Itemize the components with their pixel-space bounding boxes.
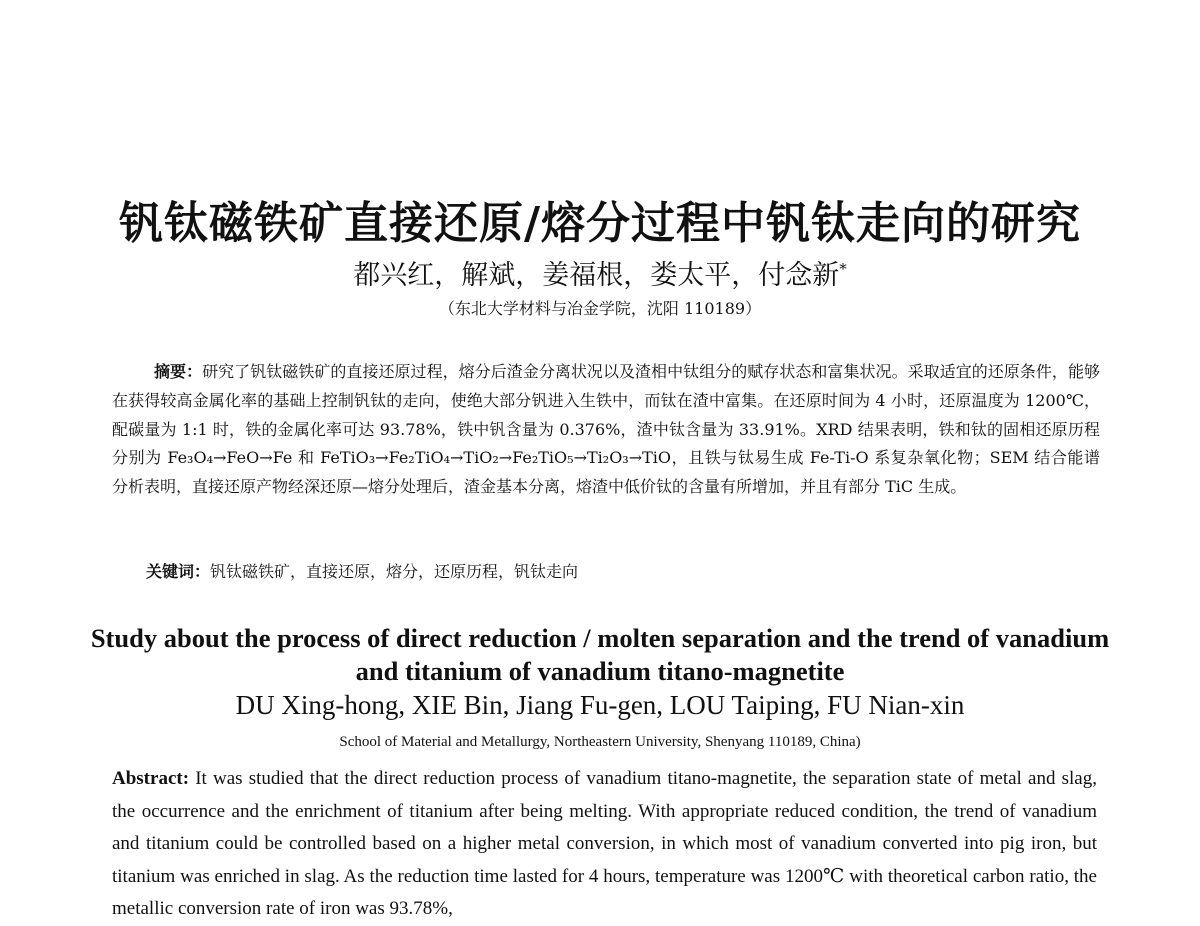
english-abstract-text: It was studied that the direct reduction process of vanadium titano-magnetite, the separation state of metal and slag, the occurrence and the enrichment of titanium after being melting. With appropriate reduced condition, the trend of vanadium and titanium could be controlled based on a higher metal conversion, in which most of vanadium converted into pig iron, but titanium was enriched in slag. As the reduction time lasted for 4 hours, temperature was 1200℃ with theoretical carbon ratio, the metallic conversion rate of iron was 93.78%, [112,768,1097,919]
english-abstract-label: Abstract: [112,768,190,789]
chinese-authors [0,253,1200,292]
chinese-title: 钒钛磁铁矿直接还原/熔分过程中钒钛走向的研究 [118,198,1082,250]
chinese-author-list: 都兴红，解斌，姜福根，娄太平，付念新 [353,260,840,291]
english-abstract [112,763,1097,926]
english-affiliation: School of Material and Metallurgy, Northeastern University, Shenyang 110189, China) [339,734,861,750]
english-title: Study about the process of direct reduction / molten separation and the trend of vanadium and titanium of vanadium titano-magnetite [90,623,1110,686]
chinese-abstract [112,358,1100,502]
chinese-keywords-label: 关键词： [146,562,211,581]
chinese-abstract-text: 研究了钒钛磁铁矿的直接还原过程，熔分后渣金分离状况以及渣相中钛组分的赋存状态和富集状况。采取适宜的还原条件，能够在获得较高金属化率的基础上控制钒钛的走向，使绝大部分钒进入生铁中，而钛在渣中富集。在还原时间为 4 小时，还原温度为 1200℃，配碳量为 1:1 时，铁的金属化率可达 93.78%，铁中钒含量为 0.376%，渣中钛含量为 33.91%。XRD 结果表明，铁和钛的固相还原历程分别为 Fe₃O₄→FeO→Fe 和 FeTiO₃→Fe₂TiO₄→TiO₂→Fe₂TiO₅→Ti₂O₃→TiO，且铁与钛易生成 Fe-Ti-O 系复杂氧化物；SEM 结合能谱分析表明，直接还原产物经深还原—熔分处理后，渣金基本分离，熔渣中低价钛的含量有所增加，并且有部分 TiC 生成。 [112,362,1100,497]
chinese-affiliation: （东北大学材料与冶金学院，沈阳 110189） [438,299,762,318]
chinese-abstract-label: 摘要： [154,362,203,381]
chinese-keywords-text: 钒钛磁铁矿，直接还原，熔分，还原历程，钒钛走向 [210,562,579,581]
chinese-keywords [146,559,1100,582]
corresponding-author-mark: * [839,260,847,278]
english-authors: DU Xing-hong, XIE Bin, Jiang Fu-gen, LOU Taiping, FU Nian-xin [235,690,965,720]
